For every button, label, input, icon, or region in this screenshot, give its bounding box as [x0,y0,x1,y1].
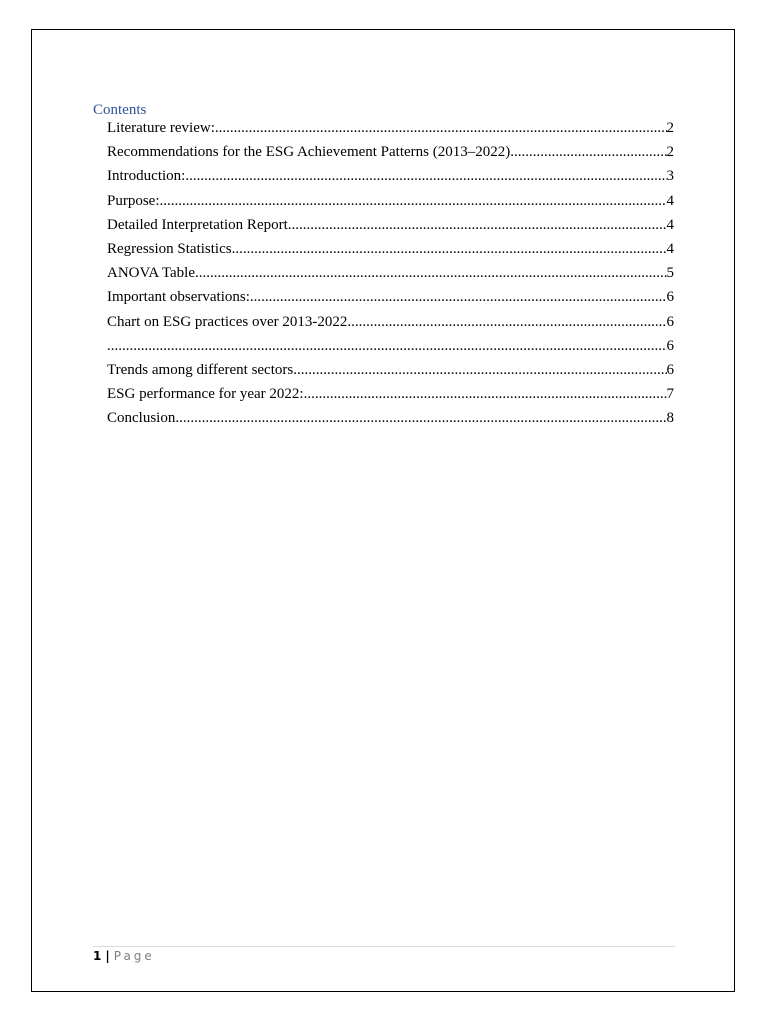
dot-leader [293,361,666,379]
dot-leader [288,216,667,234]
dot-leader [195,264,667,282]
toc-entry-page: 3 [666,168,674,185]
toc-entry-conclusion[interactable] [107,409,674,433]
toc-entry-chart-esg-practices[interactable] [107,313,674,337]
dot-leader [232,240,667,258]
toc-entry-label: Conclusion [107,410,176,427]
toc-entry-recommendations[interactable] [107,143,674,167]
footer-divider [93,946,675,947]
toc-entry-label: Important observations: [107,289,250,306]
footer-page-word: Page [113,949,155,963]
toc-entry-page: 2 [666,144,674,161]
toc-entry-trends-sectors[interactable] [107,361,674,385]
table-of-contents [107,119,674,433]
footer-separator: | [105,949,110,963]
toc-entry-page: 6 [666,313,674,330]
toc-entry-page: 6 [666,289,674,306]
toc-entry-page: 6 [666,337,674,354]
dot-leader [160,192,667,210]
page-footer [93,948,155,964]
toc-entry-regression-statistics[interactable] [107,240,674,264]
toc-entry-page: 5 [666,265,674,282]
toc-entry-label: Detailed Interpretation Report [107,216,288,233]
dot-leader [185,167,666,185]
toc-entry-label: ANOVA Table [107,265,195,282]
toc-entry-purpose[interactable] [107,192,674,216]
toc-entry-important-observations[interactable] [107,288,674,312]
toc-entry-literature-review[interactable] [107,119,674,143]
dot-leader [250,288,667,306]
toc-entry-label: Chart on ESG practices over 2013-2022 [107,313,348,330]
toc-entry-label: Literature review: [107,120,215,136]
toc-entry-page: 4 [666,240,674,257]
toc-entry-label: Regression Statistics [107,240,232,257]
toc-entry-detailed-interpretation[interactable] [107,216,674,240]
dot-leader [175,409,666,427]
toc-entry-anova-table[interactable] [107,264,674,288]
toc-entry-label: Recommendations for the ESG Achievement Patterns (2013–2022) [107,144,511,161]
toc-entry-untitled[interactable] [107,337,674,361]
footer-page-number: 1 [93,949,102,963]
dot-leader [510,143,666,161]
toc-entry-label: Trends among different sectors [107,361,294,378]
toc-entry-page: 2 [666,120,674,136]
toc-entry-page: 4 [666,192,674,209]
toc-entry-page: 4 [666,216,674,233]
dot-leader [347,313,666,331]
dot-leader [215,119,667,137]
dot-leader [107,337,667,355]
toc-entry-esg-performance-2022[interactable] [107,385,674,409]
toc-entry-label: Purpose: [107,192,160,209]
toc-entry-introduction[interactable] [107,167,674,191]
toc-entry-page: 6 [666,361,674,378]
dot-leader [304,385,667,403]
toc-entry-page: 7 [666,386,674,403]
toc-entry-label: ESG performance for year 2022: [107,386,304,403]
toc-heading: Contents [93,102,147,118]
toc-entry-label: Introduction: [107,168,186,185]
toc-entry-page: 8 [666,410,674,427]
